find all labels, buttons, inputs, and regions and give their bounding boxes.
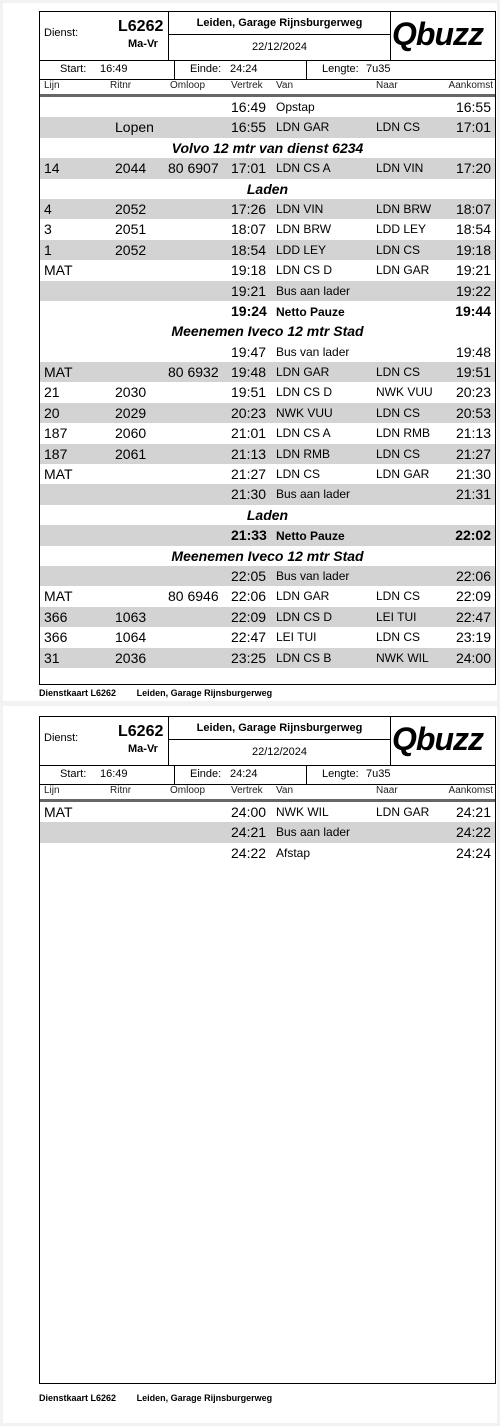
table-row [40,362,495,382]
naar-cell: LDN CS [376,630,421,645]
footer-location: Leiden, Garage Rijnsburgerweg [136,688,273,698]
aankomst-cell: 22:06 [455,567,491,584]
van-cell: Bus van lader [276,568,350,583]
einde-time: 24:24 [230,63,258,75]
van-cell: LDN CS [276,467,321,482]
section-heading [40,179,495,199]
van-cell: Afstap [276,845,311,860]
aankomst-cell: 24:22 [455,824,491,841]
lijn-cell: 20 [44,404,60,421]
service-days: Ma-Vr [128,38,158,50]
vertrek-cell: 22:05 [231,567,267,584]
vertrek-cell: 22:09 [231,608,267,625]
naar-cell: LDD LEY [376,222,427,237]
van-cell: LDN CS D [276,263,333,278]
lengte-label: Lengte: [322,63,359,75]
table-row [40,464,495,484]
col-omloop: Omloop [170,785,206,796]
ritnr-cell: 2051 [115,221,147,238]
vertrek-cell: 20:23 [231,404,267,421]
vertrek-cell: 21:27 [231,466,267,483]
lijn-cell: 31 [44,649,60,666]
page-1 [3,3,497,701]
schedule-rows [40,802,495,863]
pause-label: Netto Pauze [276,529,345,544]
naar-cell: LDN CS [376,405,421,420]
lijn-cell: 187 [44,445,68,462]
pause-label: Netto Pauze [276,304,345,319]
vertrek-cell: 21:01 [231,425,267,442]
ritnr-cell: 2029 [115,404,147,421]
van-cell: LDN CS D [276,609,333,624]
van-cell: Opstap [276,100,315,114]
van-cell: Bus aan lader [276,283,351,298]
section-text: Meenemen Iveco 12 mtr Stad [171,547,364,564]
lengte-value: 7u35 [366,768,391,780]
lijn-cell: 366 [44,608,68,625]
col-aankomst: Aankomst [448,785,493,796]
col-van: Van [276,785,294,796]
van-cell: LDN BRW [276,222,332,237]
col-ritnr: Ritnr [110,785,132,796]
lijn-cell: 366 [44,629,68,646]
ritnr-cell: 2052 [115,241,147,258]
lijn-cell: 3 [44,221,52,238]
aankomst-cell: 19:44 [455,302,491,319]
naar-cell: LDN CS [376,446,421,461]
pause-row [40,301,495,321]
table-row [40,199,495,219]
aankomst-cell: 20:23 [455,384,491,401]
table-row [40,607,495,627]
card-header [40,717,495,766]
vertrek-cell: 17:01 [231,160,267,177]
vertrek-cell: 21:30 [231,486,267,503]
naar-cell: LDN GAR [376,805,430,819]
aankomst-cell: 24:21 [455,804,491,820]
vertrek-cell: 19:18 [231,262,267,279]
omloop-cell: 80 6946 [168,588,219,605]
footer-label: Dienstkaart [39,688,89,698]
vertrek-cell: 23:25 [231,649,267,666]
footer-label: Dienstkaart [39,1393,89,1403]
aankomst-cell: 21:13 [455,425,491,442]
table-row [40,260,495,280]
aankomst-cell: 19:51 [455,364,491,381]
ritnr-cell: 1063 [115,608,147,625]
col-aankomst: Aankomst [448,80,493,91]
col-lijn: Lijn [44,785,60,796]
dienst-label: Dienst: [44,27,79,39]
ritnr-cell: 2030 [115,384,147,401]
table-row [40,158,495,178]
vertrek-cell: 21:13 [231,445,267,462]
qbuzz-logo: Qbuzz [392,721,483,757]
table-row [40,423,495,443]
col-lijn: Lijn [44,80,60,91]
einde-label: Einde: [190,63,222,75]
lijn-cell: 187 [44,425,68,442]
service-card [39,716,496,1384]
aankomst-cell: 22:02 [455,527,491,544]
naar-cell: LDN CS [376,365,421,380]
vertrek-cell: 21:33 [231,527,267,544]
vertrek-cell: 17:26 [231,200,267,217]
footer-location: Leiden, Garage Rijnsburgerweg [136,1393,273,1403]
ritnr-cell: 2060 [115,425,147,442]
aankomst-cell: 20:53 [455,404,491,421]
ritnr-cell: 2044 [115,160,147,177]
table-row [40,648,495,668]
lengte-label: Lengte: [322,768,359,780]
vertrek-cell: 24:00 [231,804,267,820]
table-row [40,484,495,504]
aankomst-cell: 18:07 [455,200,491,217]
aankomst-cell: 21:31 [455,486,491,503]
ritnr-cell: Lopen [115,119,154,136]
vertrek-cell: 16:55 [231,119,267,136]
lijn-cell: MAT [44,588,73,605]
naar-cell: NWK VUU [376,385,433,400]
aankomst-cell: 24:24 [455,844,491,861]
vertrek-cell: 24:21 [231,824,267,841]
naar-cell: LDN RMB [376,426,431,441]
section-heading [40,546,495,566]
vertrek-cell: 19:51 [231,384,267,401]
lijn-cell: MAT [44,364,73,381]
van-cell: LDN GAR [276,365,330,380]
van-cell: NWK VUU [276,405,333,420]
table-row [40,822,495,842]
aankomst-cell: 19:22 [455,282,491,299]
lijn-cell: 21 [44,384,60,401]
ritnr-cell: 1064 [115,629,147,646]
table-row [40,117,495,137]
van-cell: LDN CS A [276,161,331,176]
page-footer [39,688,272,698]
aankomst-cell: 18:54 [455,221,491,238]
pause-row [40,525,495,545]
start-time: 16:49 [100,63,128,75]
depot-location: Leiden, Garage Rijnsburgerweg [168,12,391,35]
table-row [40,281,495,301]
table-row [40,342,495,362]
vertrek-cell: 19:21 [231,282,267,299]
lijn-cell: 4 [44,200,52,217]
van-cell: LDN GAR [276,589,330,604]
col-vertrek: Vertrek [231,785,263,796]
lijn-cell: MAT [44,262,73,279]
einde-label: Einde: [190,768,222,780]
van-cell: Bus van lader [276,344,350,359]
vertrek-cell: 18:54 [231,241,267,258]
dienst-number: L6262 [118,18,164,35]
page-footer [39,1393,272,1403]
van-cell: NWK WIL [276,805,329,819]
aankomst-cell: 16:55 [455,99,491,115]
service-date: 22/12/2024 [168,739,391,765]
vertrek-cell: 19:47 [231,343,267,360]
col-omloop: Omloop [170,80,206,91]
naar-cell: LDN CS [376,120,421,135]
start-label: Start: [60,768,87,780]
section-heading [40,138,495,158]
footer-dienst: L6262 [90,688,117,698]
vertrek-cell: 19:24 [231,302,267,319]
aankomst-cell: 23:19 [455,629,491,646]
aankomst-cell: 21:30 [455,466,491,483]
van-cell: LEI TUI [276,630,317,645]
table-row [40,627,495,647]
ritnr-cell: 2061 [115,445,147,462]
qbuzz-logo: Qbuzz [392,16,483,52]
table-row [40,97,495,117]
section-text: Volvo 12 mtr van dienst 6234 [171,139,364,156]
vertrek-cell: 24:22 [231,844,267,861]
lijn-cell: 1 [44,241,52,258]
dienst-label: Dienst: [44,732,79,744]
lengte-value: 7u35 [366,63,391,75]
aankomst-cell: 17:01 [455,119,491,136]
section-text: Meenemen Iveco 12 mtr Stad [171,323,364,340]
naar-cell: LDN CS [376,589,421,604]
col-naar: Naar [376,80,398,91]
table-row [40,403,495,423]
section-heading [40,321,495,341]
omloop-cell: 80 6932 [168,364,219,381]
col-naar: Naar [376,785,398,796]
table-row [40,566,495,586]
section-text: Laden [246,180,289,197]
naar-cell: LDN GAR [376,467,430,482]
start-label: Start: [60,63,87,75]
aankomst-cell: 19:18 [455,241,491,258]
lijn-cell: MAT [44,804,73,820]
van-cell: LDD LEY [276,242,327,257]
van-cell: LDN RMB [276,446,331,461]
footer-dienst: L6262 [90,1393,117,1403]
depot-location: Leiden, Garage Rijnsburgerweg [168,717,391,740]
column-header [40,80,495,97]
aankomst-cell: 21:27 [455,445,491,462]
times-bar [40,766,495,785]
ritnr-cell: 2036 [115,649,147,666]
naar-cell: LDN CS [376,242,421,257]
table-row [40,802,495,822]
card-header [40,12,495,61]
aankomst-cell: 17:20 [455,160,491,177]
table-row [40,219,495,239]
vertrek-cell: 16:49 [231,99,267,115]
naar-cell: LEI TUI [376,609,417,624]
vertrek-cell: 22:06 [231,588,267,605]
schedule-rows [40,97,495,668]
vertrek-cell: 19:48 [231,364,267,381]
col-ritnr: Ritnr [110,80,132,91]
service-date: 22/12/2024 [168,34,391,60]
service-days: Ma-Vr [128,743,158,755]
van-cell: LDN CS D [276,385,333,400]
dienst-number: L6262 [118,723,164,740]
aankomst-cell: 19:21 [455,262,491,279]
van-cell: LDN CS B [276,650,332,665]
column-header [40,785,495,802]
section-heading [40,505,495,525]
aankomst-cell: 19:48 [455,343,491,360]
page-2 [3,706,497,1423]
aankomst-cell: 24:00 [455,649,491,666]
aankomst-cell: 22:47 [455,608,491,625]
lijn-cell: 14 [44,160,60,177]
van-cell: LDN VIN [276,201,324,216]
col-van: Van [276,80,294,91]
table-row [40,382,495,402]
vertrek-cell: 18:07 [231,221,267,238]
naar-cell: LDN VIN [376,161,424,176]
times-bar [40,61,495,80]
start-time: 16:49 [100,768,128,780]
table-row [40,586,495,606]
van-cell: LDN GAR [276,120,330,135]
naar-cell: LDN GAR [376,263,430,278]
omloop-cell: 80 6907 [168,160,219,177]
lijn-cell: MAT [44,466,73,483]
service-card [39,11,496,685]
table-row [40,444,495,464]
van-cell: LDN CS A [276,426,331,441]
van-cell: Bus aan lader [276,825,351,840]
einde-time: 24:24 [230,768,258,780]
table-row [40,240,495,260]
ritnr-cell: 2052 [115,200,147,217]
table-row [40,843,495,863]
naar-cell: NWK WIL [376,650,429,665]
aankomst-cell: 22:09 [455,588,491,605]
naar-cell: LDN BRW [376,201,432,216]
section-text: Laden [246,506,289,523]
vertrek-cell: 22:47 [231,629,267,646]
van-cell: Bus aan lader [276,487,351,502]
col-vertrek: Vertrek [231,80,263,91]
